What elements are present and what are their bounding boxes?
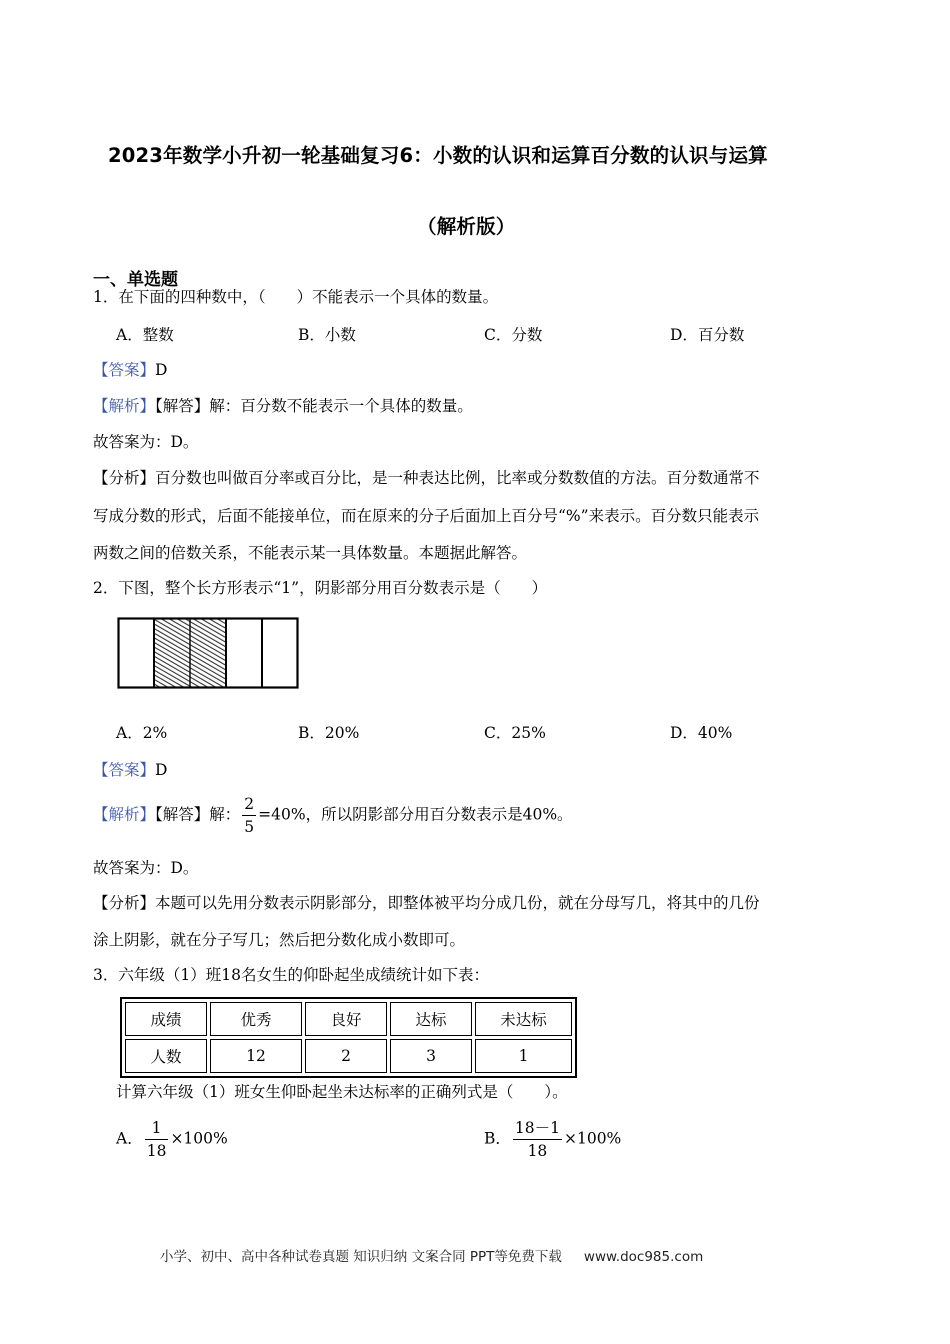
q2-option-c: C．25% [484, 724, 546, 742]
q1-option-b: B．小数 [298, 326, 356, 344]
shaded-part-2 [190, 619, 226, 688]
table-cell: 未达标 [475, 1002, 572, 1036]
fraction-numerator: 2 [242, 794, 256, 816]
q1-conclusion: 故答案为：D。 [93, 433, 199, 451]
q1-stem: 1．在下面的四种数中，（ ）不能表示一个具体的数量。 [93, 288, 499, 306]
table-row [125, 1039, 572, 1073]
option-suffix: ×100% [170, 1129, 228, 1148]
answer-value: D [155, 761, 168, 779]
answer-value: D [155, 361, 168, 379]
analysis-tag: 【解析】 [93, 397, 156, 415]
table-cell: 1 [475, 1039, 572, 1073]
table-cell: 12 [210, 1039, 302, 1073]
table-cell: 3 [390, 1039, 472, 1073]
table-cell: 成绩 [125, 1002, 207, 1036]
q1-fenxi-line3: 两数之间的倍数关系，不能表示某一具体数量。本题据此解答。 [93, 544, 528, 562]
q1-fenxi-line1: 【分析】百分数也叫做百分率或百分比，是一种表达比例，比率或分数数值的方法。百分数通常不 [93, 469, 760, 487]
option-suffix: ×100% [563, 1129, 622, 1148]
document-subtitle: （解析版） [417, 215, 516, 238]
q2-option-b: B．20% [298, 724, 360, 742]
q2-option-d: D．40% [670, 724, 733, 742]
q3-score-table [120, 997, 577, 1078]
table-cell: 达标 [390, 1002, 472, 1036]
q2-stem: 2．下图，整个长方形表示“1”，阴影部分用百分数表示是（ ） [93, 579, 548, 597]
shaded-part-1 [154, 619, 190, 688]
q1-fenxi-line2: 写成分数的形式，后面不能接单位，而在原来的分子后面加上百分号“%”来表示。百分数只能表示 [93, 507, 760, 525]
q1-analysis [93, 396, 473, 416]
table-cell: 良好 [305, 1002, 387, 1036]
table-cell: 人数 [125, 1039, 207, 1073]
table-header-row [125, 1002, 572, 1036]
q1-option-a: A．整数 [116, 326, 174, 344]
q3-stem: 3．六年级（1）班18名女生的仰卧起坐成绩统计如下表： [93, 966, 489, 984]
page-footer [160, 1245, 703, 1265]
option-label: B． [484, 1129, 511, 1148]
table-cell: 优秀 [210, 1002, 302, 1036]
fraction-numerator: 18－1 [513, 1118, 562, 1140]
fraction-denominator: 5 [244, 818, 255, 836]
fraction-denominator: 18 [527, 1142, 548, 1160]
q3-option-a [116, 1118, 228, 1161]
answer-tag: 【答案】 [93, 361, 156, 379]
q2-conclusion: 故答案为：D。 [93, 859, 199, 877]
fraction-numerator: 1 [145, 1118, 169, 1140]
q2-answer [93, 760, 167, 780]
footer-text: 小学、初中、高中各种试卷真题 知识归纳 文案合同 PPT等免费下载 [160, 1249, 562, 1265]
q3-question: 计算六年级（1）班女生仰卧起坐未达标率的正确列式是（ ）。 [116, 1083, 568, 1101]
section-heading: 一、单选题 [93, 270, 178, 290]
analysis-suffix: =40%，所以阴影部分用百分数表示是40%。 [258, 805, 573, 824]
analysis-prefix: 【解答】解： [155, 805, 241, 824]
table-cell: 2 [305, 1039, 387, 1073]
option-a-fraction [145, 1118, 169, 1161]
q1-answer [93, 360, 167, 380]
q1-option-d: D．百分数 [670, 326, 745, 344]
q2-option-a: A．2% [116, 724, 168, 742]
q2-fenxi-line2: 涂上阴影，就在分子写几；然后把分数化成小数即可。 [93, 931, 466, 949]
q2-analysis [93, 794, 573, 837]
option-b-fraction [513, 1118, 562, 1161]
q2-rectangle-figure [117, 617, 299, 689]
q3-option-b [484, 1118, 621, 1161]
q2-fenxi-line1: 【分析】本题可以先用分数表示阴影部分，即整体被平均分成几份，就在分母写几，将其中的几份 [93, 894, 760, 912]
analysis-text: 【解答】解：百分数不能表示一个具体的数量。 [155, 397, 473, 415]
fraction-denominator: 18 [146, 1142, 167, 1160]
answer-tag: 【答案】 [93, 761, 156, 779]
analysis-tag: 【解析】 [93, 805, 156, 824]
q1-option-c: C．分数 [484, 326, 543, 344]
fraction-two-fifths [242, 794, 256, 837]
document-title: 2023年数学小升初一轮基础复习6：小数的认识和运算百分数的认识与运算 [108, 144, 768, 167]
footer-url[interactable]: www.doc985.com [583, 1249, 704, 1265]
option-label: A． [116, 1129, 143, 1148]
